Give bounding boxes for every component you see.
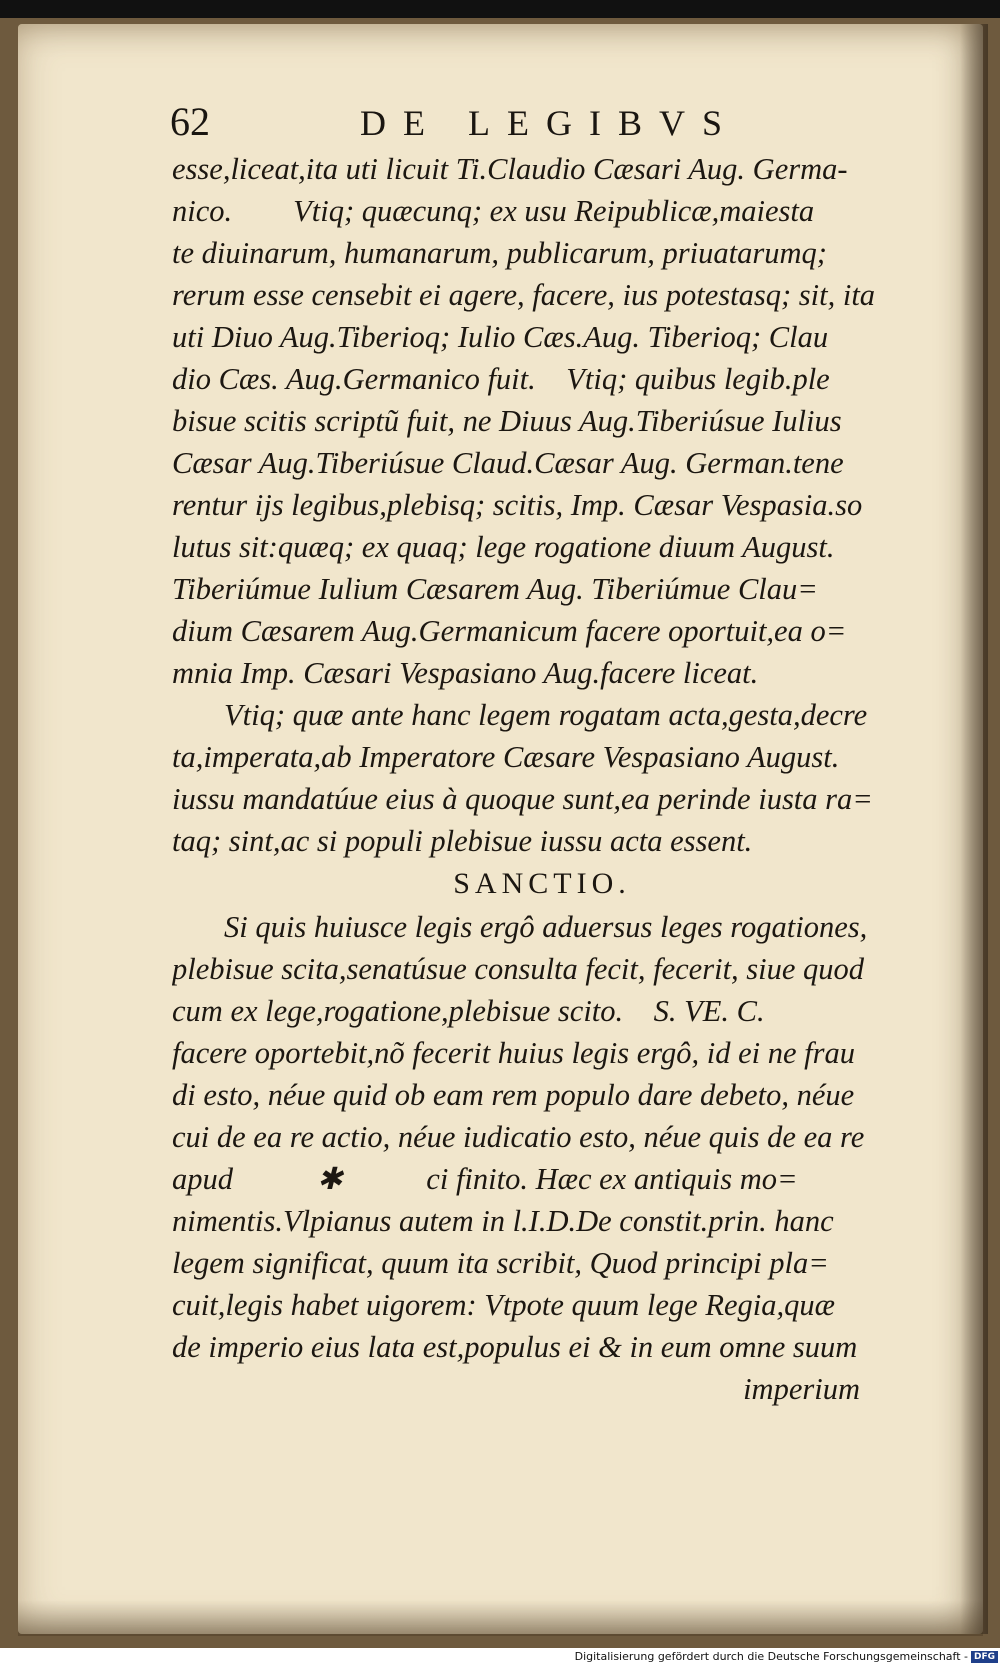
text-line: plebisue scita,senatúsue consulta fecit, fecerit, siue quod [172,952,865,986]
text-line: Cæsar Aug.Tiberiúsue Claud.Cæsar Aug. German.tene [172,446,844,480]
main-text [172,148,912,1410]
text-line: dio Cæs. Aug.Germanico fuit. Vtiq; quibus legib.ple [172,362,830,396]
text-line: rentur ijs legibus,plebisq; scitis, Imp. Cæsar Vespasia.so [172,488,863,522]
text-line: nimentis.Vlpianus autem in l.I.D.De constit.prin. hanc [172,1204,834,1238]
text-line: Tiberiúmue Iulium Cæsarem Aug. Tiberiúmue Clau= [172,572,818,606]
text-line: cum ex lege,rogatione,plebisue scito. S. VE. C. [172,994,765,1028]
running-head: DE LEGIBVS [360,103,739,143]
catchword: imperium [743,1372,860,1406]
text-line: bisue scitis scriptũ fuit, ne Diuus Aug.Tiberiúsue Iulius [172,404,842,438]
text-line: cuit,legis habet uigorem: Vtpote quum lege Regia,quæ [172,1288,835,1322]
text-line: esse,liceat,ita uti licuit Ti.Claudio Cæsari Aug. Germa- [172,152,848,186]
dfg-logo-icon: DFG [971,1651,998,1663]
text-line: cui de ea re actio, néue iudicatio esto, néue quis de ea re [172,1120,865,1154]
page-gutter-shadow [960,24,988,1634]
digitization-credit [575,1649,998,1664]
text-line: rerum esse censebit ei agere, facere, ius potestasq; sit, ita [172,278,876,312]
text-line: Vtiq; quæ ante hanc legem rogatam acta,gesta,decre [224,698,868,732]
page-number: 62 [170,99,210,144]
text-line: uti Diuo Aug.Tiberioq; Iulio Cæs.Aug. Tiberioq; Clau [172,320,829,354]
text-line: lutus sit:quæq; ex quaq; lege rogatione diuum August. [172,530,835,564]
text-line: legem significat, quum ita scribit, Quod principi pla= [172,1246,829,1280]
text-line: de imperio eius lata est,populus ei & in eum omne suum [172,1330,858,1364]
credit-text: Digitalisierung gefördert durch die Deutsche Forschungsgemeinschaft - [574,1650,968,1663]
page-header [170,98,750,148]
text-line: taq; sint,ac si populi plebisue iussu acta essent. [172,824,753,858]
text-line: iussu mandatúue eius à quoque sunt,ea perinde iusta ra= [172,782,873,816]
section-heading: SANCTIO. [453,867,631,900]
text-line: di esto, néue quid ob eam rem populo dare debeto, néue [172,1078,855,1112]
text-line: ta,imperata,ab Imperatore Cæsare Vespasiano August. [172,740,840,774]
text-line: apud ✱ ci finito. Hæc ex antiquis mo= [172,1162,798,1196]
page-bottom-shadow [18,1600,983,1636]
text-line: facere oportebit,nõ fecerit huius legis ergô, id ei ne frau [172,1036,856,1070]
text-line: nico. Vtiq; quæcunq; ex usu Reipublicæ,maiesta [172,194,815,228]
text-line: te diuinarum, humanarum, publicarum, priuatarumq; [172,236,827,270]
text-line: dium Cæsarem Aug.Germanicum facere oportuit,ea o= [172,614,847,648]
text-line: Si quis huiusce legis ergô aduersus leges rogationes, [224,910,868,944]
text-line: mnia Imp. Cæsari Vespasiano Aug.facere liceat. [172,656,759,690]
scan-top-border [0,0,1000,18]
